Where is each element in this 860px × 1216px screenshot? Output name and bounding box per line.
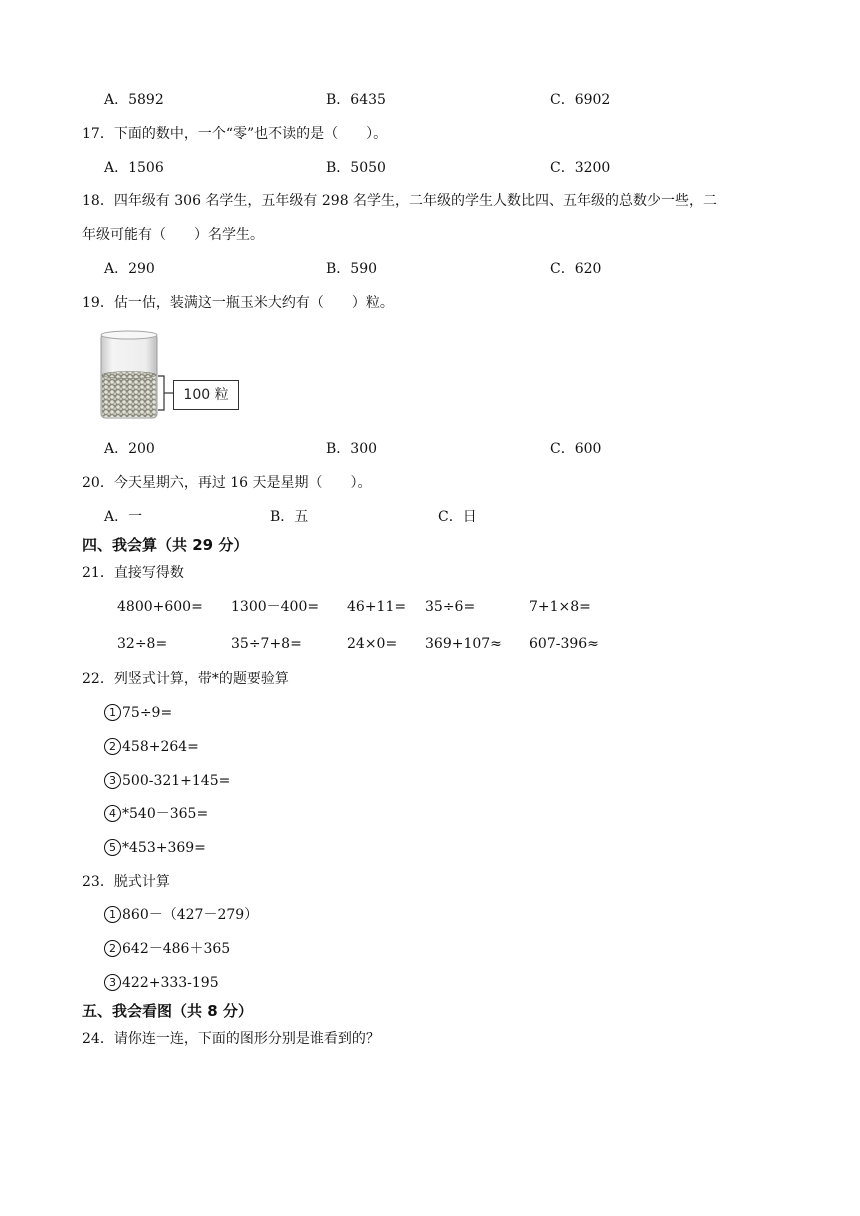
item-number: 3 bbox=[104, 974, 121, 991]
item-number: 3 bbox=[104, 772, 121, 789]
q20-option-a: A．一 bbox=[104, 509, 143, 525]
q22-item bbox=[104, 738, 199, 756]
q19-option-a: A．200 bbox=[104, 441, 155, 457]
q20-text: 20．今天星期六，再过 16 天是星期（ ）。 bbox=[82, 475, 372, 491]
q21-calc: 607-396≈ bbox=[529, 636, 599, 652]
item-expression: 500-321+145= bbox=[122, 773, 231, 789]
q21-calc: 369+107≈ bbox=[425, 636, 502, 652]
q21-calc: 46+11= bbox=[347, 599, 407, 615]
item-number: 1 bbox=[104, 704, 121, 721]
q21-calc: 7+1×8= bbox=[529, 599, 591, 615]
item-expression: 75÷9= bbox=[122, 705, 173, 721]
q17-text: 17．下面的数中，一个“零”也不读的是（ ）。 bbox=[82, 126, 388, 142]
q21-calc: 35÷6= bbox=[425, 599, 476, 615]
q18-option-b: B．590 bbox=[326, 261, 378, 277]
q21-text: 21．直接写得数 bbox=[82, 565, 184, 581]
q22-item bbox=[104, 772, 230, 790]
q21-calc: 4800+600= bbox=[117, 599, 203, 615]
q17-option-a: A．1506 bbox=[104, 160, 164, 176]
jar-capacity-label: 100 粒 bbox=[173, 380, 239, 410]
q16-option-c: C．6902 bbox=[550, 92, 611, 108]
q21-calc: 35÷7+8= bbox=[231, 636, 302, 652]
q21-calc: 32÷8= bbox=[117, 636, 168, 652]
q17-option-c: C．3200 bbox=[550, 160, 611, 176]
q22-item bbox=[104, 805, 208, 823]
q21-calc: 24×0= bbox=[347, 636, 398, 652]
q16-option-a: A．5892 bbox=[104, 92, 164, 108]
section-5-heading: 五、我会看图（共 8 分） bbox=[82, 1002, 253, 1020]
item-number: 2 bbox=[104, 738, 121, 755]
q21-calc: 1300－400= bbox=[231, 599, 320, 615]
corn-jar-figure bbox=[98, 330, 243, 422]
q22-item bbox=[104, 839, 206, 857]
q19-text: 19．估一估，装满这一瓶玉米大约有（ ）粒。 bbox=[82, 295, 394, 311]
q24-text: 24．请你连一连，下面的图形分别是谁看到的？ bbox=[82, 1031, 380, 1047]
q18-text-line2: 年级可能有（ ）名学生。 bbox=[82, 227, 264, 243]
item-expression: 458+264= bbox=[122, 739, 199, 755]
item-expression: 860－（427－279） bbox=[122, 907, 259, 923]
item-number: 5 bbox=[104, 839, 121, 856]
q18-text-line1: 18．四年级有 306 名学生，五年级有 298 名学生，二年级的学生人数比四、五年级的总数少一些，二 bbox=[82, 193, 718, 209]
item-number: 2 bbox=[104, 940, 121, 957]
q23-item bbox=[104, 906, 258, 924]
q19-option-b: B．300 bbox=[326, 441, 378, 457]
q22-item bbox=[104, 704, 172, 722]
q23-item bbox=[104, 940, 230, 958]
q18-option-a: A．290 bbox=[104, 261, 155, 277]
q20-option-b: B．五 bbox=[270, 509, 309, 525]
item-expression: 422+333-195 bbox=[122, 975, 219, 991]
q23-text: 23．脱式计算 bbox=[82, 874, 170, 890]
item-number: 1 bbox=[104, 906, 121, 923]
q23-item bbox=[104, 974, 219, 992]
item-expression: *540－365= bbox=[122, 806, 209, 822]
item-expression: *453+369= bbox=[122, 840, 206, 856]
q19-option-c: C．600 bbox=[550, 441, 602, 457]
item-expression: 642－486＋365 bbox=[122, 941, 231, 957]
q20-option-c: C．日 bbox=[438, 509, 477, 525]
q17-option-b: B．5050 bbox=[326, 160, 386, 176]
q16-option-b: B．6435 bbox=[326, 92, 386, 108]
q18-option-c: C．620 bbox=[550, 261, 602, 277]
q22-text: 22．列竖式计算，带*的题要验算 bbox=[82, 671, 289, 687]
item-number: 4 bbox=[104, 805, 121, 822]
section-4-heading: 四、我会算（共 29 分） bbox=[82, 536, 249, 554]
